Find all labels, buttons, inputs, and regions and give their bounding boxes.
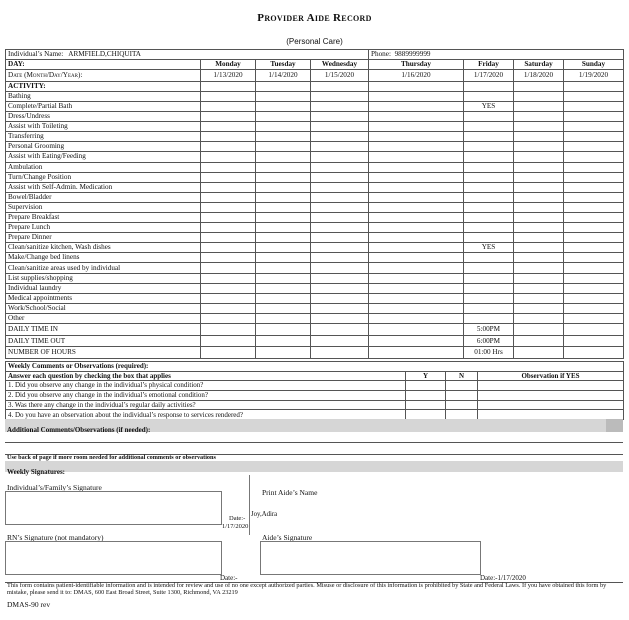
time-row [6,335,624,347]
activity-cell-sunday[interactable] [564,91,624,101]
activity-cell-tuesday[interactable] [256,172,311,182]
activity-name: Other [6,313,201,323]
activity-cell-tuesday[interactable] [256,313,311,323]
question-1-observation[interactable] [478,381,624,391]
activity-cell-wednesday[interactable] [311,303,369,313]
activity-cell-monday[interactable] [201,223,256,233]
activity-cell-wednesday[interactable] [311,152,369,162]
activity-name: Clean/sanitize areas used by individual [6,263,201,273]
activity-cell-wednesday[interactable] [311,223,369,233]
question-1-no[interactable] [446,381,478,391]
activity-cell-sunday[interactable] [564,152,624,162]
activity-cell-sunday[interactable] [564,253,624,263]
activity-cell-sunday[interactable] [564,233,624,243]
question-2-yes[interactable] [406,391,446,401]
activity-cell-saturday[interactable] [514,253,564,263]
family-date: 1/17/2020 [222,523,249,530]
activity-cell-thursday[interactable] [369,223,464,233]
activity-cell-thursday[interactable] [369,233,464,243]
activity-cell-saturday[interactable] [514,122,564,132]
activity-row [6,182,624,192]
activity-cell-monday[interactable] [201,233,256,243]
activity-cell-tuesday[interactable] [256,213,311,223]
observation-header: Observation if YES [478,371,624,381]
activity-row [6,202,624,212]
question-3: 3. Was there any change in the individual’s regular daily activities? [6,400,406,410]
activity-row [6,213,624,223]
activity-row [6,112,624,122]
activity-row [6,122,624,132]
family-signature-box[interactable] [5,491,222,525]
activity-cell-saturday[interactable] [514,91,564,101]
activity-cell-monday[interactable] [201,112,256,122]
time-cell-thursday[interactable] [369,335,464,347]
time-cell-tuesday[interactable] [256,335,311,347]
activity-cell-monday[interactable] [201,142,256,152]
activity-cell-tuesday[interactable] [256,243,311,253]
activity-cell-friday[interactable] [464,132,514,142]
activity-cell-sunday[interactable] [564,202,624,212]
aide-signature-box[interactable] [260,541,481,575]
activity-cell-sunday[interactable] [564,243,624,253]
activity-name: Assist with Toileting [6,122,201,132]
activity-cell-tuesday[interactable] [256,283,311,293]
activity-name: Ambulation [6,162,201,172]
activity-row [6,172,624,182]
aide-signature-label: Aide’s Signature [262,533,313,542]
activity-cell-sunday[interactable] [564,223,624,233]
phone-number: 9889999999 [394,50,431,59]
activity-cell-friday[interactable] [464,293,514,303]
date-sunday[interactable]: 1/19/2020 [564,70,624,82]
time-cell-saturday[interactable] [514,324,564,336]
activity-cell-tuesday[interactable] [256,293,311,303]
activity-cell-saturday[interactable] [514,223,564,233]
activity-row [6,223,624,233]
question-1-yes[interactable] [406,381,446,391]
date-thursday[interactable]: 1/16/2020 [369,70,464,82]
activity-cell-thursday[interactable] [369,283,464,293]
form-subtitle: (Personal Care) [286,37,343,46]
weekly-instruction: Answer each question by checking the box that applies [6,371,406,381]
time-cell-tuesday[interactable] [256,347,311,359]
activity-cell-sunday[interactable] [564,112,624,122]
family-date-label: Date:- [229,515,246,522]
activity-cell-friday[interactable] [464,253,514,263]
activity-cell-thursday[interactable] [369,182,464,192]
activity-row [6,303,624,313]
activity-cell-tuesday[interactable] [256,202,311,212]
activity-cell-saturday[interactable] [514,273,564,283]
activity-row [6,313,624,323]
activity-name: Prepare Breakfast [6,213,201,223]
back-page-note: Use back of page if more room needed for additional comments or observations [7,454,216,461]
activity-row [6,273,624,283]
activity-cell-thursday[interactable] [369,213,464,223]
activity-row [6,253,624,263]
activity-cell-tuesday[interactable] [256,263,311,273]
day-sunday: Sunday [564,60,624,70]
question-4: 4. Do you have an observation about the individual’s response to services rendered? [6,410,406,420]
activity-cell-wednesday[interactable] [311,202,369,212]
activity-cell-monday[interactable] [201,162,256,172]
question-3-yes[interactable] [406,400,446,410]
additional-comments-bar [5,419,606,432]
activity-cell-friday[interactable] [464,91,514,101]
individual-name: ARMFIELD,CHIQUITA [68,50,141,59]
disclaimer: This form contains patient-identifiable information and is intended for review and use of no one except authorized parties. Misuse or disclosure of this information is prohibited by State and Federal Laws. If you have obtained this form by mistake, please send it to: DMAS, 600 East Broad Street, Suite 1300, Richmond, VA 23219 [7,582,607,596]
activity-cell-wednesday[interactable] [311,91,369,101]
activity-cell-saturday[interactable] [514,101,564,111]
activity-cell-monday[interactable] [201,192,256,202]
activity-cell-wednesday[interactable] [311,233,369,243]
activity-cell-wednesday[interactable] [311,182,369,192]
time-label: DAILY TIME OUT [6,335,201,347]
form-title: Provider Aide Record [257,12,372,24]
activity-cell-tuesday[interactable] [256,122,311,132]
weekly-questions [5,361,624,420]
activity-cell-thursday[interactable] [369,313,464,323]
form-id: DMAS-90 rev [7,600,51,609]
activity-cell-monday[interactable] [201,122,256,132]
question-2-observation[interactable] [478,391,624,401]
activity-cell-thursday[interactable] [369,243,464,253]
activity-label: ACTIVITY: [6,81,201,91]
activity-cell-sunday[interactable] [564,122,624,132]
activity-cell-wednesday[interactable] [311,293,369,303]
activity-cell-tuesday[interactable] [256,182,311,192]
activity-row [6,101,624,111]
activity-cell-monday[interactable] [201,172,256,182]
activity-cell-monday[interactable] [201,213,256,223]
activity-cell-wednesday[interactable] [311,112,369,122]
activity-cell-friday[interactable] [464,313,514,323]
activity-cell-tuesday[interactable] [256,253,311,263]
activity-cell-thursday[interactable] [369,112,464,122]
activity-cell-wednesday[interactable] [311,253,369,263]
activity-row [6,132,624,142]
activity-cell-friday[interactable] [464,223,514,233]
activity-cell-monday[interactable] [201,263,256,273]
activity-cell-thursday[interactable] [369,273,464,283]
time-label: NUMBER OF HOURS [6,347,201,359]
activity-cell-monday[interactable] [201,202,256,212]
activity-name: Transferring [6,132,201,142]
activity-cell-wednesday[interactable] [311,283,369,293]
activity-row [6,243,624,253]
rn-date-label: Date:- [220,574,238,582]
activity-name: Assist with Eating/Feeding [6,152,201,162]
activity-row [6,293,624,303]
activity-name: Make/Change bed linens [6,253,201,263]
activity-cell-saturday[interactable] [514,192,564,202]
activity-cell-tuesday[interactable] [256,132,311,142]
activity-cell-wednesday[interactable] [311,273,369,283]
activity-cell-saturday[interactable] [514,162,564,172]
activity-cell-monday[interactable] [201,243,256,253]
activity-cell-saturday[interactable] [514,182,564,192]
activity-row [6,283,624,293]
activity-name: Clean/sanitize kitchen, Wash dishes [6,243,201,253]
date-friday[interactable]: 1/17/2020 [464,70,514,82]
activity-cell-friday[interactable]: YES [464,101,514,111]
activity-cell-friday[interactable] [464,122,514,132]
day-tuesday: Tuesday [256,60,311,70]
question-1: 1. Did you observe any change in the individual’s physical condition? [6,381,406,391]
activity-name: Supervision [6,202,201,212]
weekly-signatures-label: Weekly Signatures: [7,468,66,476]
time-cell-thursday[interactable] [369,347,464,359]
activity-cell-thursday[interactable] [369,253,464,263]
weekly-heading: Weekly Comments or Observations (required): [6,362,624,372]
time-cell-friday[interactable]: 5:00PM [464,324,514,336]
rn-signature-box[interactable] [5,541,222,575]
activity-cell-friday[interactable] [464,152,514,162]
activity-name: Turn/Change Position [6,172,201,182]
activity-cell-sunday[interactable] [564,192,624,202]
activity-cell-friday[interactable] [464,263,514,273]
time-cell-saturday[interactable] [514,347,564,359]
activity-cell-friday[interactable] [464,202,514,212]
activity-cell-thursday[interactable] [369,162,464,172]
activity-cell-friday[interactable] [464,142,514,152]
activity-cell-saturday[interactable] [514,243,564,253]
additional-comments-label: Additional Comments/Observations (if needed): [7,426,151,434]
activity-cell-tuesday[interactable] [256,91,311,101]
activity-cell-thursday[interactable] [369,172,464,182]
activity-cell-friday[interactable] [464,172,514,182]
activity-cell-sunday[interactable] [564,182,624,192]
activity-cell-saturday[interactable] [514,233,564,243]
activity-cell-tuesday[interactable] [256,152,311,162]
question-2-no[interactable] [446,391,478,401]
activity-cell-thursday[interactable] [369,101,464,111]
activity-cell-wednesday[interactable] [311,142,369,152]
no-header: N [446,371,478,381]
activity-cell-sunday[interactable] [564,132,624,142]
time-cell-sunday[interactable] [564,347,624,359]
activity-cell-saturday[interactable] [514,112,564,122]
activity-cell-friday[interactable] [464,182,514,192]
individual-name-cell: Individual’s Name: ARMFIELD,CHIQUITA [6,50,369,60]
rn-signature-label: RN’s Signature (not mandatory) [7,533,104,542]
print-aide-name-label: Print Aide’s Name [262,488,318,497]
day-friday: Friday [464,60,514,70]
activity-name: List supplies/shopping [6,273,201,283]
activity-cell-tuesday[interactable] [256,192,311,202]
activity-cell-sunday[interactable] [564,283,624,293]
day-saturday: Saturday [514,60,564,70]
time-label: DAILY TIME IN [6,324,201,336]
activity-cell-monday[interactable] [201,182,256,192]
activity-cell-monday[interactable] [201,101,256,111]
activity-cell-tuesday[interactable] [256,233,311,243]
activity-name: Work/School/Social [6,303,201,313]
activity-name: Personal Grooming [6,142,201,152]
activity-cell-saturday[interactable] [514,313,564,323]
time-cell-friday[interactable]: 01:00 Hrs [464,347,514,359]
activity-cell-wednesday[interactable] [311,192,369,202]
time-cell-wednesday[interactable] [311,324,369,336]
activity-cell-wednesday[interactable] [311,313,369,323]
activity-cell-monday[interactable] [201,293,256,303]
aide-date: Date:-1/17/2020 [480,574,526,582]
phone-cell: Phone: 9889999999 [369,50,624,60]
activity-row [6,233,624,243]
activity-cell-thursday[interactable] [369,152,464,162]
day-wednesday: Wednesday [311,60,369,70]
activity-name: Dress/Undress [6,112,201,122]
activity-cell-saturday[interactable] [514,172,564,182]
activity-cell-monday[interactable] [201,253,256,263]
activity-cell-monday[interactable] [201,283,256,293]
activity-cell-monday[interactable] [201,273,256,283]
activity-cell-saturday[interactable] [514,303,564,313]
aide-name: Joy,Adira [251,511,278,518]
time-cell-monday[interactable] [201,347,256,359]
activity-cell-thursday[interactable] [369,202,464,212]
activity-cell-sunday[interactable] [564,303,624,313]
activity-cell-saturday[interactable] [514,202,564,212]
activity-cell-sunday[interactable] [564,213,624,223]
activity-cell-tuesday[interactable] [256,142,311,152]
activity-row [6,263,624,273]
activity-cell-tuesday[interactable] [256,162,311,172]
activity-cell-sunday[interactable] [564,172,624,182]
activity-row [6,162,624,172]
activity-cell-friday[interactable] [464,162,514,172]
activity-cell-wednesday[interactable] [311,243,369,253]
question-3-no[interactable] [446,400,478,410]
date-wednesday[interactable]: 1/15/2020 [311,70,369,82]
time-cell-sunday[interactable] [564,335,624,347]
activity-cell-wednesday[interactable] [311,132,369,142]
activity-cell-saturday[interactable] [514,132,564,142]
weekly-signatures-bar [5,461,623,476]
activity-cell-friday[interactable] [464,273,514,283]
date-tuesday[interactable]: 1/14/2020 [256,70,311,82]
activity-cell-thursday[interactable] [369,293,464,303]
activity-name: Complete/Partial Bath [6,101,201,111]
date-monday[interactable]: 1/13/2020 [201,70,256,82]
activity-name: Bathing [6,91,201,101]
activity-cell-monday[interactable] [201,132,256,142]
activity-cell-friday[interactable] [464,192,514,202]
question-2: 2. Did you observe any change in the individual’s emotional condition? [6,391,406,401]
activity-name: Bowel/Bladder [6,192,201,202]
activity-cell-wednesday[interactable] [311,172,369,182]
activity-cell-friday[interactable] [464,112,514,122]
date-label: Date (Month/Day/Year): [6,70,201,82]
activity-cell-sunday[interactable] [564,313,624,323]
activity-cell-wednesday[interactable] [311,122,369,132]
question-3-observation[interactable] [478,400,624,410]
time-row [6,324,624,336]
activity-cell-monday[interactable] [201,303,256,313]
time-cell-wednesday[interactable] [311,335,369,347]
activity-cell-tuesday[interactable] [256,273,311,283]
activity-cell-saturday[interactable] [514,293,564,303]
activity-cell-saturday[interactable] [514,283,564,293]
time-cell-monday[interactable] [201,324,256,336]
activity-cell-wednesday[interactable] [311,263,369,273]
activity-cell-saturday[interactable] [514,152,564,162]
time-cell-tuesday[interactable] [256,324,311,336]
activity-cell-sunday[interactable] [564,162,624,172]
activity-cell-monday[interactable] [201,152,256,162]
yes-header: Y [406,371,446,381]
activity-cell-wednesday[interactable] [311,101,369,111]
activity-cell-thursday[interactable] [369,303,464,313]
activity-name: Medical appointments [6,293,201,303]
activity-cell-friday[interactable] [464,303,514,313]
activity-cell-thursday[interactable] [369,122,464,132]
time-cell-saturday[interactable] [514,335,564,347]
activity-cell-thursday[interactable] [369,192,464,202]
activity-cell-thursday[interactable] [369,91,464,101]
day-monday: Monday [201,60,256,70]
time-row [6,347,624,359]
comment-line-1[interactable] [5,442,623,443]
day-thursday: Thursday [369,60,464,70]
activity-cell-monday[interactable] [201,91,256,101]
activity-cell-tuesday[interactable] [256,112,311,122]
activity-cell-sunday[interactable] [564,273,624,283]
activity-cell-tuesday[interactable] [256,223,311,233]
activity-name: Prepare Dinner [6,233,201,243]
activity-cell-sunday[interactable] [564,293,624,303]
activity-cell-tuesday[interactable] [256,101,311,111]
activity-grid [5,49,624,359]
activity-cell-sunday[interactable] [564,101,624,111]
activity-cell-saturday[interactable] [514,263,564,273]
time-cell-wednesday[interactable] [311,347,369,359]
activity-cell-friday[interactable] [464,283,514,293]
date-saturday[interactable]: 1/18/2020 [514,70,564,82]
activity-row [6,91,624,101]
activity-cell-saturday[interactable] [514,142,564,152]
activity-cell-saturday[interactable] [514,213,564,223]
activity-cell-wednesday[interactable] [311,162,369,172]
time-cell-sunday[interactable] [564,324,624,336]
time-cell-monday[interactable] [201,335,256,347]
activity-name: Assist with Self-Admin. Medication [6,182,201,192]
activity-cell-friday[interactable] [464,213,514,223]
activity-row [6,142,624,152]
activity-cell-thursday[interactable] [369,142,464,152]
activity-cell-tuesday[interactable] [256,303,311,313]
family-signature-label: Individual’s/Family’s Signature [7,483,102,492]
activity-cell-thursday[interactable] [369,263,464,273]
activity-name: Prepare Lunch [6,223,201,233]
time-cell-thursday[interactable] [369,324,464,336]
activity-cell-friday[interactable]: YES [464,243,514,253]
activity-cell-monday[interactable] [201,313,256,323]
activity-name: Individual laundry [6,283,201,293]
activity-row [6,152,624,162]
time-cell-friday[interactable]: 6:00PM [464,335,514,347]
activity-row [6,192,624,202]
day-label: DAY: [6,60,201,70]
activity-cell-thursday[interactable] [369,132,464,142]
activity-cell-sunday[interactable] [564,263,624,273]
activity-cell-sunday[interactable] [564,142,624,152]
activity-cell-wednesday[interactable] [311,213,369,223]
activity-cell-friday[interactable] [464,233,514,243]
